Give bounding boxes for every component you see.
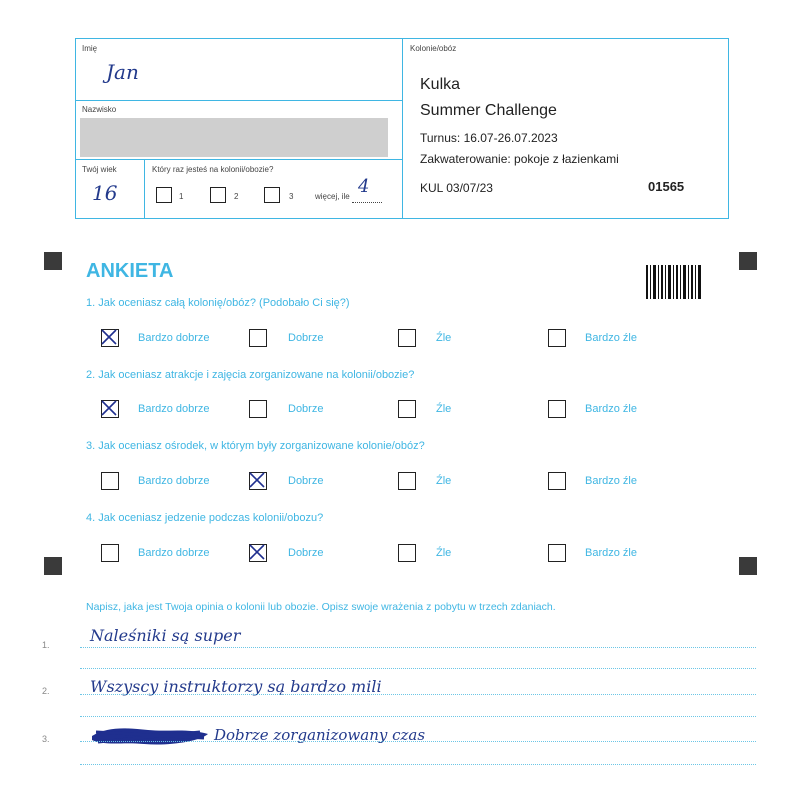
opinion-spacer-dots bbox=[80, 764, 756, 765]
header-divider-surname bbox=[76, 159, 402, 160]
question-1-text: 1. Jak oceniasz całą kolonię/obóz? (Podobało Ci się?) bbox=[86, 297, 350, 309]
question-1-checkbox-very-good[interactable] bbox=[101, 329, 119, 347]
question-3-checkbox-very-bad[interactable] bbox=[548, 472, 566, 490]
opinion-line-3-scribble bbox=[88, 722, 212, 750]
question-2-text: 2. Jak oceniasz atrakcje i zajęcia zorganizowane na kolonii/obozie? bbox=[86, 369, 415, 381]
age-value[interactable]: 16 bbox=[92, 181, 118, 205]
times-checkbox-1[interactable] bbox=[156, 187, 172, 203]
times-checkbox-3[interactable] bbox=[264, 187, 280, 203]
question-4-option-very-bad-label: Bardzo źle bbox=[585, 547, 637, 559]
opinion-spacer-dots bbox=[80, 716, 756, 717]
opinion-line-number: 3. bbox=[42, 734, 50, 744]
question-2-checkbox-bad[interactable] bbox=[398, 400, 416, 418]
registration-marker-top-left bbox=[44, 252, 62, 270]
registration-marker-bottom-left bbox=[44, 557, 62, 575]
camp-number: 01565 bbox=[648, 179, 685, 194]
question-1-option-bad-label: Źle bbox=[436, 332, 452, 344]
first-name-label: Imię bbox=[82, 44, 98, 53]
question-1-checkbox-good[interactable] bbox=[249, 329, 267, 347]
check-mark-icon bbox=[100, 399, 118, 417]
question-2-option-good-label: Dobrze bbox=[288, 403, 324, 415]
check-mark-icon bbox=[248, 543, 266, 561]
times-more-value[interactable]: 4 bbox=[358, 176, 370, 197]
question-2-checkbox-very-bad[interactable] bbox=[548, 400, 566, 418]
opinion-line-2-dots bbox=[80, 694, 756, 695]
question-4-checkbox-very-good[interactable] bbox=[101, 544, 119, 562]
camp-turn: Turnus: 16.07-26.07.2023 bbox=[420, 131, 558, 145]
check-mark-icon bbox=[248, 471, 266, 489]
question-4-option-good-label: Dobrze bbox=[288, 547, 324, 559]
question-1-checkbox-bad[interactable] bbox=[398, 329, 416, 347]
question-1-option-very-bad-label: Bardzo źle bbox=[585, 332, 637, 344]
camp-code: KUL 03/07/23 bbox=[420, 181, 493, 195]
camp-label: Kolonie/obóz bbox=[410, 44, 457, 53]
question-4-text: 4. Jak oceniasz jedzenie podczas kolonii/obozu? bbox=[86, 512, 324, 524]
times-label: Który raz jesteś na kolonii/obozie? bbox=[152, 165, 274, 174]
camp-program: Summer Challenge bbox=[420, 102, 557, 119]
question-2-checkbox-good[interactable] bbox=[249, 400, 267, 418]
question-2-option-bad-label: Źle bbox=[436, 403, 452, 415]
camp-accommodation: Zakwaterowanie: pokoje z łazienkami bbox=[420, 152, 619, 166]
question-1-checkbox-very-bad[interactable] bbox=[548, 329, 566, 347]
opinion-line-number: 2. bbox=[42, 686, 50, 696]
question-2-option-very-bad-label: Bardzo źle bbox=[585, 403, 637, 415]
question-3-option-very-good-label: Bardzo dobrze bbox=[138, 475, 210, 487]
question-4-checkbox-good[interactable] bbox=[249, 544, 267, 562]
opinion-spacer-dots bbox=[80, 668, 756, 669]
header-divider-vertical bbox=[402, 39, 403, 218]
header-divider-name bbox=[76, 100, 402, 101]
question-3-checkbox-very-good[interactable] bbox=[101, 472, 119, 490]
opinion-line-3-dots bbox=[80, 741, 756, 742]
opinion-line-1-text[interactable]: Naleśniki są super bbox=[90, 626, 241, 645]
age-label: Twój wiek bbox=[82, 165, 117, 174]
question-4-checkbox-very-bad[interactable] bbox=[548, 544, 566, 562]
question-4-checkbox-bad[interactable] bbox=[398, 544, 416, 562]
times-option-3: 3 bbox=[289, 192, 294, 201]
question-1-option-very-good-label: Bardzo dobrze bbox=[138, 332, 210, 344]
question-2-checkbox-very-good[interactable] bbox=[101, 400, 119, 418]
times-option-1: 1 bbox=[179, 192, 184, 201]
check-mark-icon bbox=[100, 328, 118, 346]
question-3-option-good-label: Dobrze bbox=[288, 475, 324, 487]
opinion-line-number: 1. bbox=[42, 640, 50, 650]
barcode bbox=[646, 265, 702, 299]
opinion-prompt: Napisz, jaka jest Twoja opinia o kolonii lub obozie. Opisz swoje wrażenia z pobytu w trzech zdaniach. bbox=[86, 601, 556, 613]
last-name-redaction bbox=[80, 118, 388, 157]
registration-marker-top-right bbox=[739, 252, 757, 270]
times-option-2: 2 bbox=[234, 192, 239, 201]
question-3-text: 3. Jak oceniasz ośrodek, w którym były zorganizowane kolonie/obóz? bbox=[86, 440, 425, 452]
question-4-option-bad-label: Źle bbox=[436, 547, 452, 559]
question-3-option-bad-label: Źle bbox=[436, 475, 452, 487]
registration-marker-bottom-right bbox=[739, 557, 757, 575]
opinion-line-3-text[interactable]: Dobrze zorganizowany czas bbox=[214, 726, 426, 744]
header-divider-age bbox=[144, 160, 145, 218]
question-1-option-good-label: Dobrze bbox=[288, 332, 324, 344]
first-name-value[interactable]: Jan bbox=[106, 60, 139, 84]
times-more-label: więcej, ile bbox=[315, 192, 350, 201]
question-4-option-very-good-label: Bardzo dobrze bbox=[138, 547, 210, 559]
survey-title: ANKIETA bbox=[86, 260, 174, 282]
question-3-option-very-bad-label: Bardzo źle bbox=[585, 475, 637, 487]
opinion-line-1-dots bbox=[80, 647, 756, 648]
question-3-checkbox-good[interactable] bbox=[249, 472, 267, 490]
opinion-line-2-text[interactable]: Wszyscy instruktorzy są bardzo mili bbox=[90, 677, 382, 696]
camp-name: Kulka bbox=[420, 76, 461, 93]
last-name-label: Nazwisko bbox=[82, 105, 117, 114]
times-checkbox-2[interactable] bbox=[210, 187, 226, 203]
times-more-line bbox=[352, 202, 382, 203]
question-3-checkbox-bad[interactable] bbox=[398, 472, 416, 490]
question-2-option-very-good-label: Bardzo dobrze bbox=[138, 403, 210, 415]
